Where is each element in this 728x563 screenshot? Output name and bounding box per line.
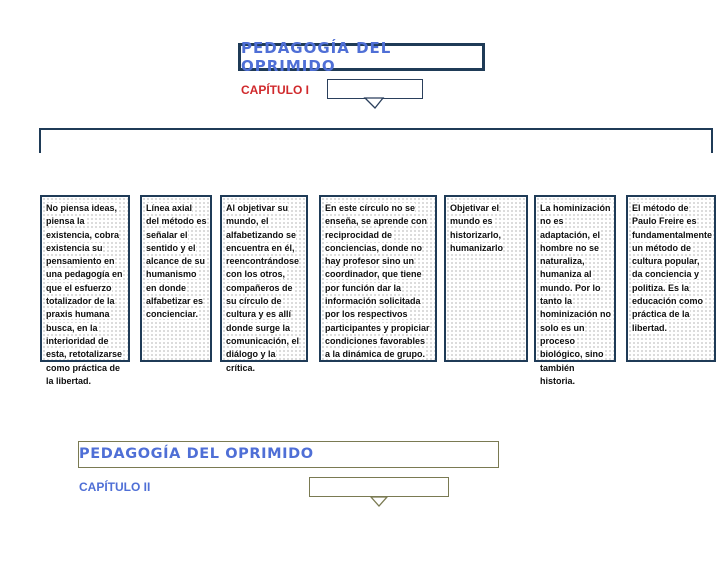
top-bracket	[40, 129, 712, 153]
concept-column-3: Al objetivar su mundo, el alfabetizando se encuentra en él, reencontrándose con los otros, compañeros de su círculo de cultura y es allí donde surge la comunicación, el diálogo y la crítica.	[220, 195, 308, 362]
concept-column-1: No piensa ideas, piensa la existencia, cobra existencia su pensamiento en una pedagogía en que el esfuerzo totalizador de la praxis humana busca, en la interioridad de esta, retotalizarse como práctica de la libertad.	[40, 195, 130, 362]
chapter1-title: PEDAGOGÍA DEL OPRIMIDO	[241, 39, 392, 75]
chapter1-down-arrow	[365, 98, 383, 108]
chapter2-connector-box	[309, 477, 449, 497]
concept-column-6: La hominización no es adaptación, el hombre no se naturaliza, humaniza al mundo. Por lo tanto la hominización no solo es un proceso biológico, sino también historia.	[534, 195, 616, 362]
chapter2-label: CAPÍTULO II	[79, 480, 151, 494]
chapter2-title: PEDAGOGÍA DEL OPRIMIDO	[79, 446, 314, 462]
chapter2-down-arrow	[371, 497, 387, 506]
chapter1-label: CAPÍTULO I	[241, 83, 309, 97]
concept-column-4: En este círculo no se enseña, se aprende con reciprocidad de conciencias, donde no hay profesor sino un coordinador, que tiene por función dar la información solicitada por los respectivos participantes y propiciar condiciones favorables a la dinámica de grupo.	[319, 195, 437, 362]
concept-column-2: Línea axial del método es señalar el sentido y el alcance de su humanismo en donde alfabetizar es concienciar.	[140, 195, 212, 362]
concept-column-7: El método de Paulo Freire es fundamentalmente un método de cultura popular, da conciencia y politiza. Es la educación como práctica de la libertad.	[626, 195, 716, 362]
concept-column-5: Objetivar el mundo es historizarlo, humanizarlo	[444, 195, 528, 362]
